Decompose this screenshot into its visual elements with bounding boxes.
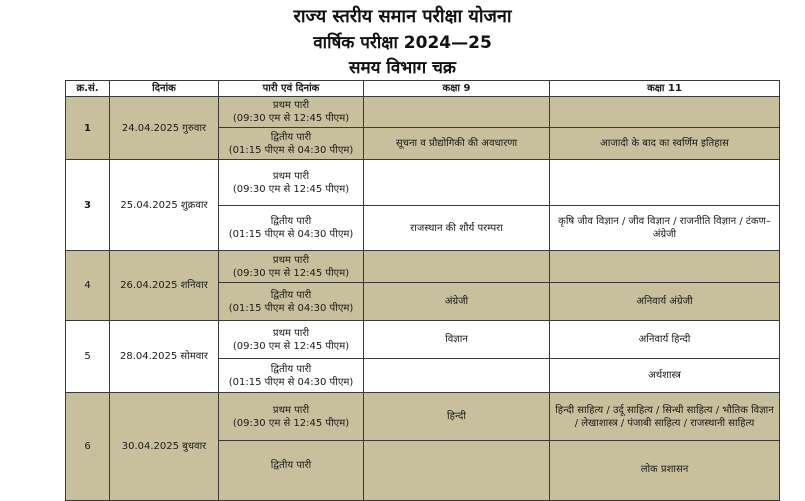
class9-subject: सूचना व प्रौद्योगिकी की अवधारणा — [364, 128, 550, 160]
serial-number: 5 — [66, 321, 110, 393]
exam-date: 28.04.2025 सोमवार — [110, 321, 219, 393]
shift-time: (09:30 एम से 12:45 पीएम) — [232, 340, 350, 352]
exam-date: 30.04.2025 बुधवार — [110, 393, 219, 501]
class9-subject: हिन्दी — [364, 393, 550, 441]
shift-name: द्वितीय पारी — [270, 131, 312, 143]
class9-subject: अंग्रेजी — [364, 283, 550, 321]
class11-subject: हिन्दी साहित्य / उर्दू साहित्य / सिन्धी साहित्य / भौतिक विज्ञान / लेखाशास्त्र / पंजाबी साहित्य / राजस्थानी साहित्य — [550, 393, 780, 441]
serial-number: 3 — [66, 160, 110, 251]
shift-time: (01:15 पीएम से 04:30 पीएम) — [228, 302, 354, 314]
shift-time: (01:15 पीएम से 04:30 पीएम) — [228, 376, 354, 388]
serial-number: 6 — [66, 393, 110, 501]
shift-name: प्रथम पारी — [272, 100, 310, 111]
col-header-date: दिनांक — [110, 81, 219, 97]
header-row — [66, 81, 780, 97]
class11-subject — [550, 160, 780, 206]
shift-name: द्वितीय पारी — [270, 216, 312, 227]
class11-subject: अनिवार्य हिन्दी — [550, 321, 780, 359]
class9-subject — [364, 441, 550, 501]
class9-subject — [364, 251, 550, 283]
class11-subject: अनिवार्य अंग्रेजी — [550, 283, 780, 321]
class11-subject — [550, 251, 780, 283]
shift-time: (09:30 एम से 12:45 पीएम) — [232, 113, 350, 124]
class9-subject: राजस्थान की शौर्य परम्परा — [364, 206, 550, 251]
shift-name: प्रथम पारी — [272, 404, 310, 416]
shift-name: प्रथम पारी — [272, 254, 310, 266]
class9-subject — [364, 160, 550, 206]
shift-cell — [219, 283, 364, 321]
shift-name: प्रथम पारी — [272, 170, 310, 182]
shift-time: (09:30 एम से 12:45 पीएम) — [232, 183, 350, 195]
table-row — [66, 97, 780, 128]
col-header-shift: पारी एवं दिनांक — [219, 81, 364, 97]
shift-time: (09:30 एम से 12:45 पीएम) — [232, 417, 350, 429]
shift-cell — [219, 206, 364, 251]
table-row — [66, 251, 780, 283]
exam-date: 24.04.2025 गुरुवार — [110, 97, 219, 160]
col-header-sno: क्र.सं. — [66, 81, 110, 97]
shift-time: (01:15 पीएम से 04:30 पीएम) — [228, 144, 354, 156]
shift-time: (01:15 पीएम से 04:30 पीएम) — [228, 229, 354, 240]
class9-subject — [364, 97, 550, 128]
shift-cell — [219, 251, 364, 283]
class9-subject: विज्ञान — [364, 321, 550, 359]
shift-cell — [219, 393, 364, 441]
shift-cell — [219, 441, 364, 501]
shift-name: प्रथम पारी — [272, 327, 310, 339]
shift-cell — [219, 97, 364, 128]
table-row — [66, 160, 780, 206]
shift-cell — [219, 321, 364, 359]
serial-number: 1 — [66, 97, 110, 160]
col-header-class9: कक्षा 9 — [364, 81, 550, 97]
class9-subject — [364, 359, 550, 393]
table-row — [66, 321, 780, 359]
shift-cell — [219, 128, 364, 160]
serial-number: 4 — [66, 251, 110, 321]
shift-name: द्वितीय पारी — [270, 363, 312, 375]
exam-date: 25.04.2025 शुक्रवार — [110, 160, 219, 251]
timetable — [65, 80, 780, 501]
shift-name: द्वितीय पारी — [270, 460, 312, 471]
exam-title: वार्षिक परीक्षा 2024—25 — [313, 33, 492, 53]
class11-subject — [550, 97, 780, 128]
exam-date: 26.04.2025 शनिवार — [110, 251, 219, 321]
shift-time: (09:30 एम से 12:45 पीएम) — [232, 267, 350, 279]
class11-subject: लोक प्रशासन — [550, 441, 780, 501]
shift-cell — [219, 359, 364, 393]
table-row — [66, 393, 780, 441]
class11-subject: अर्थशास्त्र — [550, 359, 780, 393]
timetable-title: समय विभाग चक्र — [349, 58, 456, 78]
class11-subject: आजादी के बाद का स्वर्णिम इतिहास — [550, 128, 780, 160]
scheme-title: राज्य स्तरीय समान परीक्षा योजना — [293, 6, 512, 27]
class11-subject: कृषि जीव विज्ञान / जीव विज्ञान / राजनीति विज्ञान / टंकण– अंग्रेजी — [550, 206, 780, 251]
shift-cell — [219, 160, 364, 206]
shift-name: द्वितीय पारी — [270, 289, 312, 301]
col-header-class11: कक्षा 11 — [550, 81, 780, 97]
